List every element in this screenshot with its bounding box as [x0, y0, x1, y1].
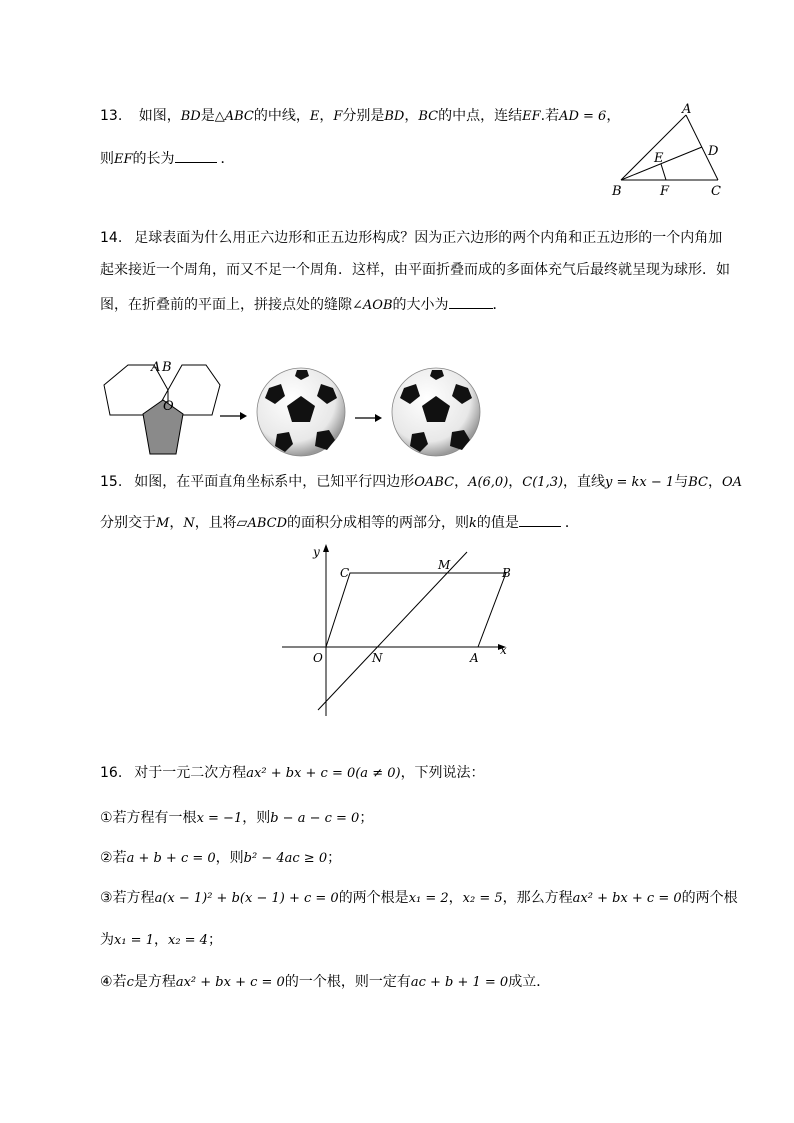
- answer-blank-14[interactable]: [449, 294, 493, 309]
- q15-coordinate-figure: [280, 540, 520, 720]
- q14-net-figure: [98, 352, 223, 458]
- label-A: A: [151, 360, 161, 375]
- label-C: C: [711, 184, 721, 199]
- label-x: x: [500, 643, 507, 657]
- label-C: C: [340, 566, 350, 580]
- label-A: A: [470, 651, 479, 665]
- q15-number: 15.: [100, 474, 123, 490]
- q16-statement-3-cont: 为x₁ = 1，x₂ = 4；: [100, 932, 222, 948]
- arrow-icon: [355, 412, 383, 424]
- q16-statement-2: ②若a + b + c = 0，则b² − 4ac ≥ 0；: [100, 850, 342, 866]
- label-A: A: [682, 102, 692, 117]
- soccer-ball-icon: [255, 366, 347, 458]
- answer-blank-15[interactable]: [519, 512, 561, 527]
- label-B: B: [612, 184, 622, 199]
- q13-line1: 13. 如图，BD是△ABC的中线，E，F分别是BD，BC的中点，连结EF.若AD = 6，: [100, 108, 621, 124]
- q15-line1: 15. 如图，在平面直角坐标系中，已知平行四边形OABC，A(6,0)，C(1,3)，直线y = kx − 1与BC，OA: [100, 474, 742, 490]
- label-M: M: [438, 558, 451, 572]
- q14-line3: 图，在折叠前的平面上，拼接点处的缝隙∠AOB的大小为 ．: [100, 294, 507, 316]
- q16-stem: 16. 对于一元二次方程ax² + bx + c = 0(a ≠ 0)，下列说法：: [100, 765, 485, 781]
- label-y: y: [313, 545, 320, 559]
- arrow-icon: [220, 410, 248, 422]
- label-F: F: [660, 184, 670, 199]
- label-B: B: [502, 566, 511, 580]
- soccer-ball-icon: [390, 366, 482, 458]
- q16-statement-3: ③若方程a(x − 1)² + b(x − 1) + c = 0的两个根是x₁ = 2，x₂ = 5，那么方程ax² + bx + c = 0的两个根: [100, 890, 738, 906]
- label-B: B: [162, 360, 172, 375]
- q14-number: 14.: [100, 230, 123, 246]
- q14-line1: 14. 足球表面为什么用正六边形和正五边形构成？因为正六边形的两个内角和正五边形的一个内角加: [100, 230, 723, 246]
- answer-blank-13[interactable]: [175, 148, 217, 163]
- q16-statement-4: ④若c是方程ax² + bx + c = 0的一个根，则一定有ac + b + 1 = 0成立．: [100, 974, 551, 990]
- q13-number: 13.: [100, 108, 123, 124]
- q15-line2: 分别交于M，N，且将▱ABCD的面积分成相等的两部分，则k的值是 ．: [100, 512, 579, 534]
- label-N: N: [372, 651, 383, 665]
- label-O: O: [313, 651, 323, 665]
- label-O: O: [163, 399, 174, 414]
- q14-line2: 起来接近一个周角，而又不足一个周角．这样，由平面折叠而成的多面体充气后最终就呈现为球形．如: [100, 262, 730, 278]
- label-E: E: [654, 151, 664, 166]
- q13-triangle-figure: [606, 100, 736, 200]
- q16-statement-1: ①若方程有一根x = −1，则b − a − c = 0；: [100, 810, 374, 826]
- q13-line2: 则EF的长为 ．: [100, 148, 235, 170]
- label-D: D: [708, 144, 719, 159]
- q16-number: 16.: [100, 765, 123, 781]
